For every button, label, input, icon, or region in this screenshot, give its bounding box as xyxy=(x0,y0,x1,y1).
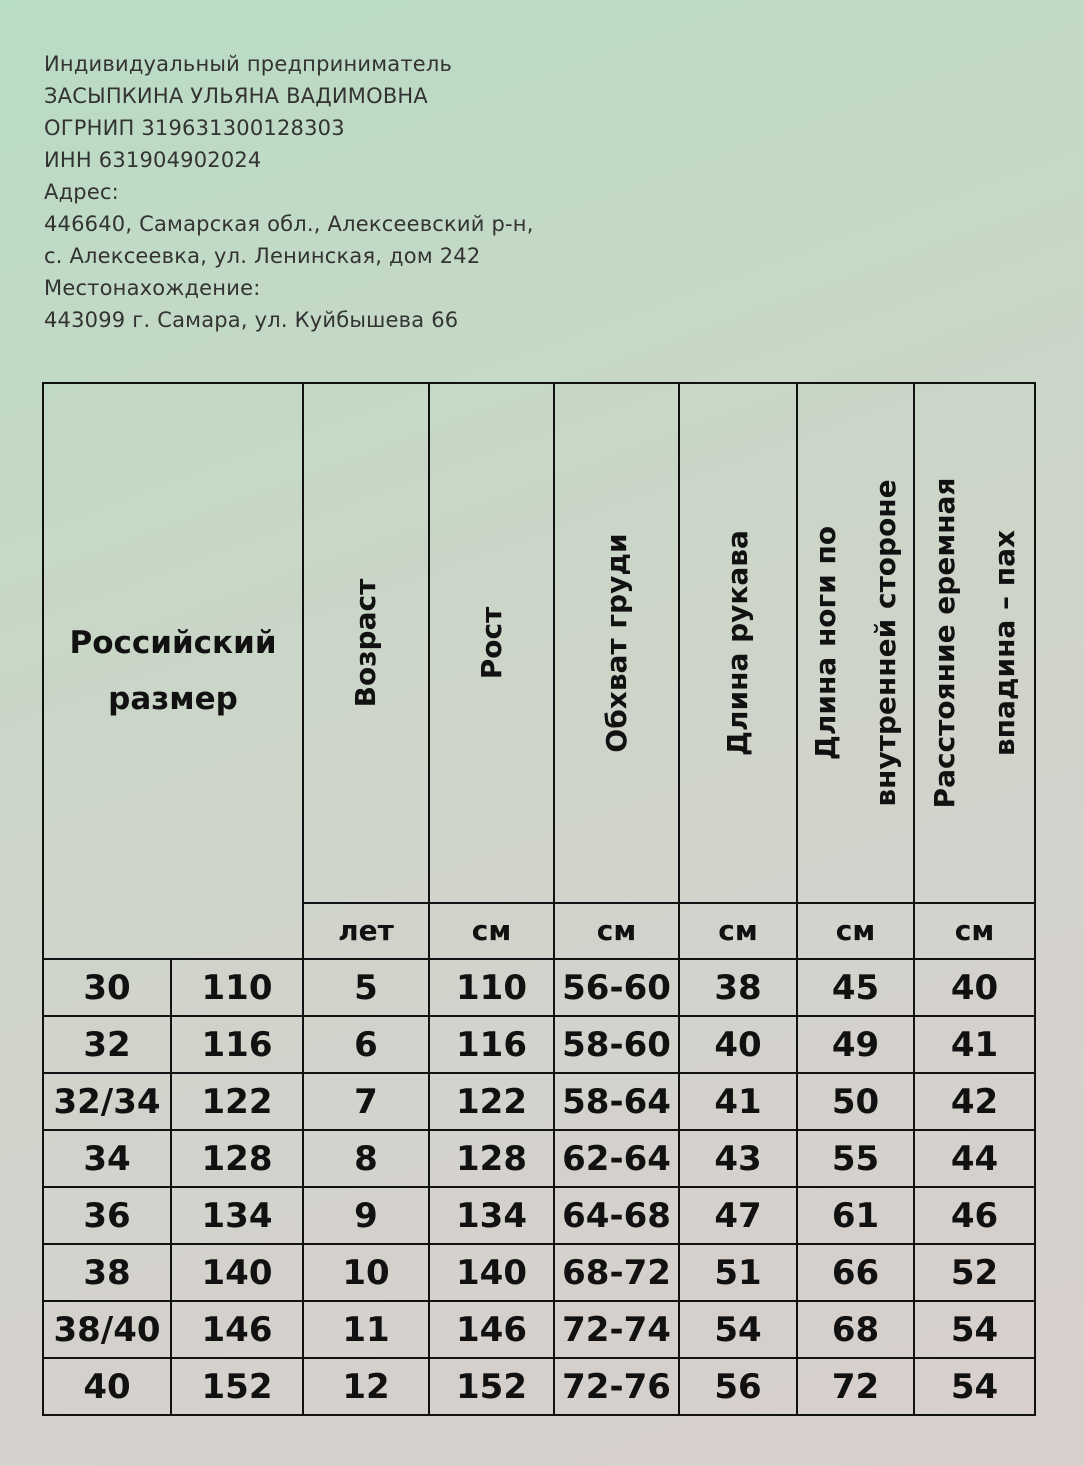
info-line: 446640, Самарская обл., Алексеевский р-н, xyxy=(44,212,534,236)
table-cell: 56 xyxy=(679,1358,797,1415)
header-line: размер xyxy=(108,681,238,717)
table-cell: 32 xyxy=(43,1016,171,1073)
info-line: ИНН 631904902024 xyxy=(44,148,262,172)
table-cell: 72-74 xyxy=(554,1301,679,1358)
table-cell: 9 xyxy=(303,1187,429,1244)
table-cell: 72-76 xyxy=(554,1358,679,1415)
header-line: Расстояние еремная xyxy=(927,477,961,809)
table-cell: 44 xyxy=(914,1130,1035,1187)
table-row xyxy=(43,959,1035,1016)
table-cell: 46 xyxy=(914,1187,1035,1244)
table-cell: 116 xyxy=(171,1016,303,1073)
table-cell: 45 xyxy=(797,959,914,1016)
table-cell: 110 xyxy=(429,959,554,1016)
company-info xyxy=(44,48,534,336)
table-cell: 122 xyxy=(429,1073,554,1130)
header-line: Возраст xyxy=(349,578,383,708)
table-cell: 58-64 xyxy=(554,1073,679,1130)
table-cell: 146 xyxy=(171,1301,303,1358)
unit-cell: см xyxy=(429,903,554,959)
info-line: с. Алексеевка, ул. Ленинская, дом 242 xyxy=(44,244,481,268)
table-cell: 54 xyxy=(679,1301,797,1358)
header-sleeve xyxy=(679,383,797,903)
info-line: 443099 г. Самара, ул. Куйбышева 66 xyxy=(44,308,459,332)
table-row xyxy=(43,1301,1035,1358)
table-cell: 52 xyxy=(914,1244,1035,1301)
header-line: Длина рукава xyxy=(721,529,755,756)
table-cell: 68 xyxy=(797,1301,914,1358)
table-cell: 41 xyxy=(914,1016,1035,1073)
info-line: ЗАСЫПКИНА УЛЬЯНА ВАДИМОВНА xyxy=(44,84,428,108)
table-cell: 146 xyxy=(429,1301,554,1358)
table-row xyxy=(43,1358,1035,1415)
table-cell: 40 xyxy=(679,1016,797,1073)
table-cell: 134 xyxy=(171,1187,303,1244)
table-cell: 38 xyxy=(43,1244,171,1301)
russian-size-header xyxy=(43,383,303,959)
table-cell: 30 xyxy=(43,959,171,1016)
unit-cell: лет xyxy=(303,903,429,959)
table-row xyxy=(43,1244,1035,1301)
size-table xyxy=(42,382,1036,1416)
table-cell: 134 xyxy=(429,1187,554,1244)
table-cell: 49 xyxy=(797,1016,914,1073)
table-row xyxy=(43,1016,1035,1073)
table-cell: 38/40 xyxy=(43,1301,171,1358)
header-rise xyxy=(914,383,1035,903)
table-cell: 38 xyxy=(679,959,797,1016)
table-cell: 42 xyxy=(914,1073,1035,1130)
table-cell: 11 xyxy=(303,1301,429,1358)
table-cell: 66 xyxy=(797,1244,914,1301)
unit-cell: см xyxy=(679,903,797,959)
table-cell: 7 xyxy=(303,1073,429,1130)
table-cell: 54 xyxy=(914,1301,1035,1358)
table-cell: 140 xyxy=(429,1244,554,1301)
table-cell: 128 xyxy=(171,1130,303,1187)
info-line: ОГРНИП 319631300128303 xyxy=(44,116,345,140)
header-line: Обхват груди xyxy=(599,533,633,753)
header-line: впадина – пах xyxy=(987,529,1021,757)
table-cell: 56-60 xyxy=(554,959,679,1016)
table-cell: 116 xyxy=(429,1016,554,1073)
table-cell: 40 xyxy=(43,1358,171,1415)
table-row xyxy=(43,1187,1035,1244)
info-line: Индивидуальный предприниматель xyxy=(44,52,453,76)
table-cell: 8 xyxy=(303,1130,429,1187)
table-cell: 55 xyxy=(797,1130,914,1187)
table-cell: 140 xyxy=(171,1244,303,1301)
table-cell: 6 xyxy=(303,1016,429,1073)
table-cell: 50 xyxy=(797,1073,914,1130)
table-cell: 32/34 xyxy=(43,1073,171,1130)
table-cell: 41 xyxy=(679,1073,797,1130)
info-line: Местонахождение: xyxy=(44,276,261,300)
header-age xyxy=(303,383,429,903)
table-cell: 54 xyxy=(914,1358,1035,1415)
header-line: Рост xyxy=(474,606,508,680)
header-chest xyxy=(554,383,679,903)
info-line: Адрес: xyxy=(44,180,119,204)
table-row xyxy=(43,1130,1035,1187)
table-cell: 152 xyxy=(171,1358,303,1415)
table-cell: 64-68 xyxy=(554,1187,679,1244)
table-cell: 36 xyxy=(43,1187,171,1244)
unit-cell: см xyxy=(554,903,679,959)
header-line: Длина ноги по xyxy=(808,525,842,760)
header-inseam xyxy=(797,383,914,903)
table-cell: 122 xyxy=(171,1073,303,1130)
table-cell: 43 xyxy=(679,1130,797,1187)
header-height xyxy=(429,383,554,903)
table-cell: 68-72 xyxy=(554,1244,679,1301)
table-cell: 47 xyxy=(679,1187,797,1244)
table-cell: 51 xyxy=(679,1244,797,1301)
header-line: внутренней стороне xyxy=(868,479,902,807)
table-cell: 58-60 xyxy=(554,1016,679,1073)
table-cell: 10 xyxy=(303,1244,429,1301)
table-cell: 72 xyxy=(797,1358,914,1415)
table-cell: 110 xyxy=(171,959,303,1016)
table-cell: 62-64 xyxy=(554,1130,679,1187)
table-cell: 40 xyxy=(914,959,1035,1016)
header-line: Российский xyxy=(69,625,277,661)
table-cell: 12 xyxy=(303,1358,429,1415)
unit-cell: см xyxy=(797,903,914,959)
table-cell: 152 xyxy=(429,1358,554,1415)
table-cell: 34 xyxy=(43,1130,171,1187)
table-cell: 5 xyxy=(303,959,429,1016)
table-cell: 61 xyxy=(797,1187,914,1244)
table-row xyxy=(43,1073,1035,1130)
table-cell: 128 xyxy=(429,1130,554,1187)
unit-cell: см xyxy=(914,903,1035,959)
